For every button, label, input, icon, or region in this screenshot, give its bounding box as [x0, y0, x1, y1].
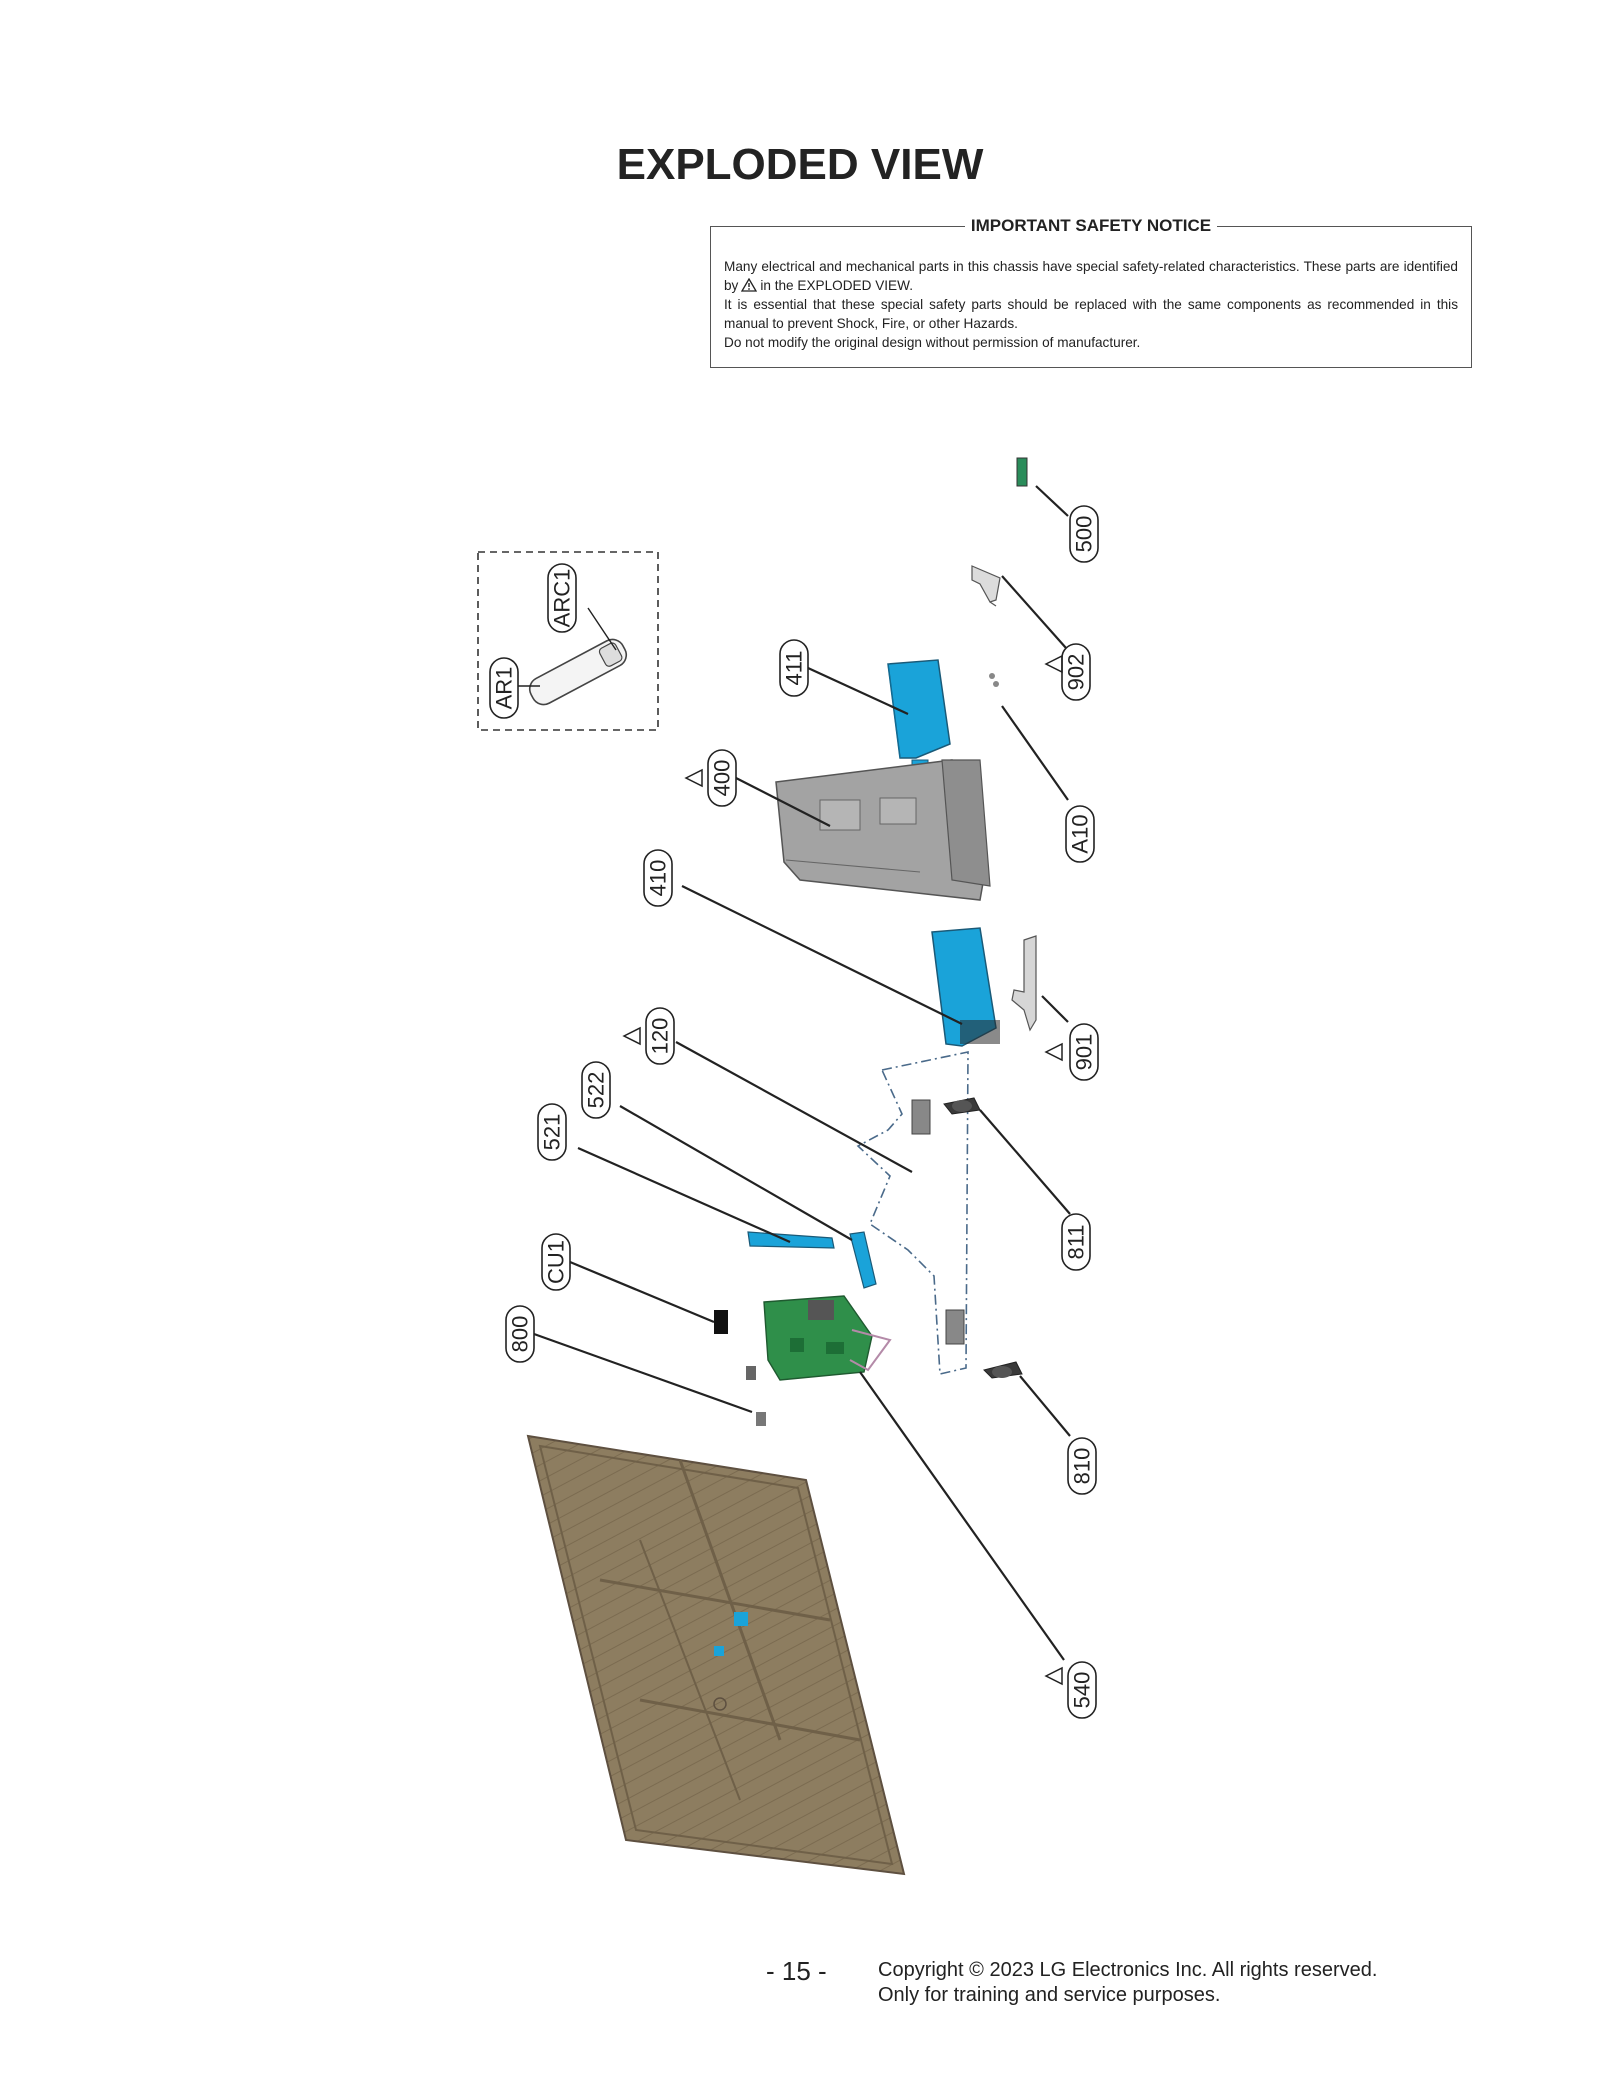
- part-540-main-board: [764, 1296, 890, 1380]
- safety-icon-901: [1046, 1044, 1062, 1060]
- callout-arc1: [548, 564, 576, 632]
- callout-411: [780, 640, 808, 696]
- callout-410: [644, 850, 672, 906]
- callout-810-label: 810: [1069, 1447, 1095, 1485]
- part-410-cover: [932, 928, 1000, 1046]
- display-panel: [528, 1436, 904, 1874]
- part-500-board: [1017, 458, 1027, 486]
- part-cu1-block: [714, 1310, 728, 1334]
- callout-410-label: 410: [645, 859, 671, 897]
- callout-400: [708, 750, 736, 806]
- callout-811: [1062, 1214, 1090, 1270]
- part-521-board: [748, 1232, 834, 1248]
- part-a10-screws: [989, 673, 999, 687]
- callout-522-label: 522: [583, 1071, 609, 1109]
- part-800-connector: [746, 1366, 766, 1426]
- callout-901: [1070, 1024, 1098, 1080]
- callout-902-label: 902: [1063, 653, 1089, 691]
- callout-901-label: 901: [1071, 1033, 1097, 1071]
- copyright-line-2: Only for training and service purposes.: [878, 1984, 1221, 2006]
- callout-902: [1062, 644, 1090, 700]
- safety-icon-902: [1046, 656, 1062, 672]
- callout-arc1-label: ARC1: [549, 568, 575, 628]
- remote-control: [526, 635, 631, 709]
- callout-cu1-label: CU1: [543, 1239, 569, 1285]
- part-811-speaker: [944, 1098, 980, 1114]
- notice-line1b: in the EXPLODED VIEW.: [760, 278, 913, 293]
- callout-ar1: [490, 658, 518, 718]
- callout-120: [646, 1008, 674, 1064]
- copyright-notice: [878, 1958, 1377, 2008]
- callout-810: [1068, 1438, 1096, 1494]
- safety-icon-400: [686, 770, 702, 786]
- callout-800-label: 800: [507, 1315, 533, 1353]
- callout-a10-label: A10: [1067, 814, 1093, 854]
- part-901-stand-piece: [1012, 936, 1036, 1030]
- part-810-speaker: [984, 1362, 1022, 1378]
- callout-522: [582, 1062, 610, 1118]
- safety-icon-540: [1046, 1668, 1062, 1684]
- callout-ar1-label: AR1: [491, 666, 517, 710]
- callout-411-label: 411: [781, 650, 807, 686]
- callout-540-label: 540: [1069, 1671, 1095, 1709]
- notice-line2: It is essential that these special safety parts should be replaced with the same components as recommended in this manual to prevent Shock, Fire, or other Hazards.: [724, 297, 1458, 331]
- callout-120-label: 120: [647, 1017, 673, 1055]
- callout-800: [506, 1306, 534, 1362]
- callout-500: [1070, 506, 1098, 562]
- notice-line1a: Many electrical and mechanical parts in this chassis have special safety-related characteristics. These parts are identified by: [724, 259, 1458, 293]
- callout-521: [538, 1104, 566, 1160]
- safety-notice-title: IMPORTANT SAFETY NOTICE: [965, 216, 1217, 235]
- part-400-back-cover: [776, 760, 990, 900]
- callout-cu1: [542, 1234, 570, 1290]
- callout-500-label: 500: [1071, 515, 1097, 553]
- callout-811-label: 811: [1063, 1224, 1089, 1260]
- part-120-frame: [858, 1052, 968, 1374]
- part-522-board: [850, 1232, 876, 1288]
- callout-400-label: 400: [709, 759, 735, 797]
- copyright-line-1: Copyright © 2023 LG Electronics Inc. All rights reserved.: [878, 1959, 1378, 1981]
- safety-icon-120: [624, 1028, 640, 1044]
- callout-521-label: 521: [539, 1113, 565, 1151]
- notice-line3: Do not modify the original design without permission of manufacturer.: [724, 335, 1141, 350]
- page-number: - 15 -: [766, 1956, 827, 1986]
- callout-a10: [1066, 806, 1094, 862]
- part-902-stand-piece: [972, 566, 1000, 606]
- page-title: EXPLODED VIEW: [616, 140, 984, 189]
- callout-540: [1068, 1662, 1096, 1718]
